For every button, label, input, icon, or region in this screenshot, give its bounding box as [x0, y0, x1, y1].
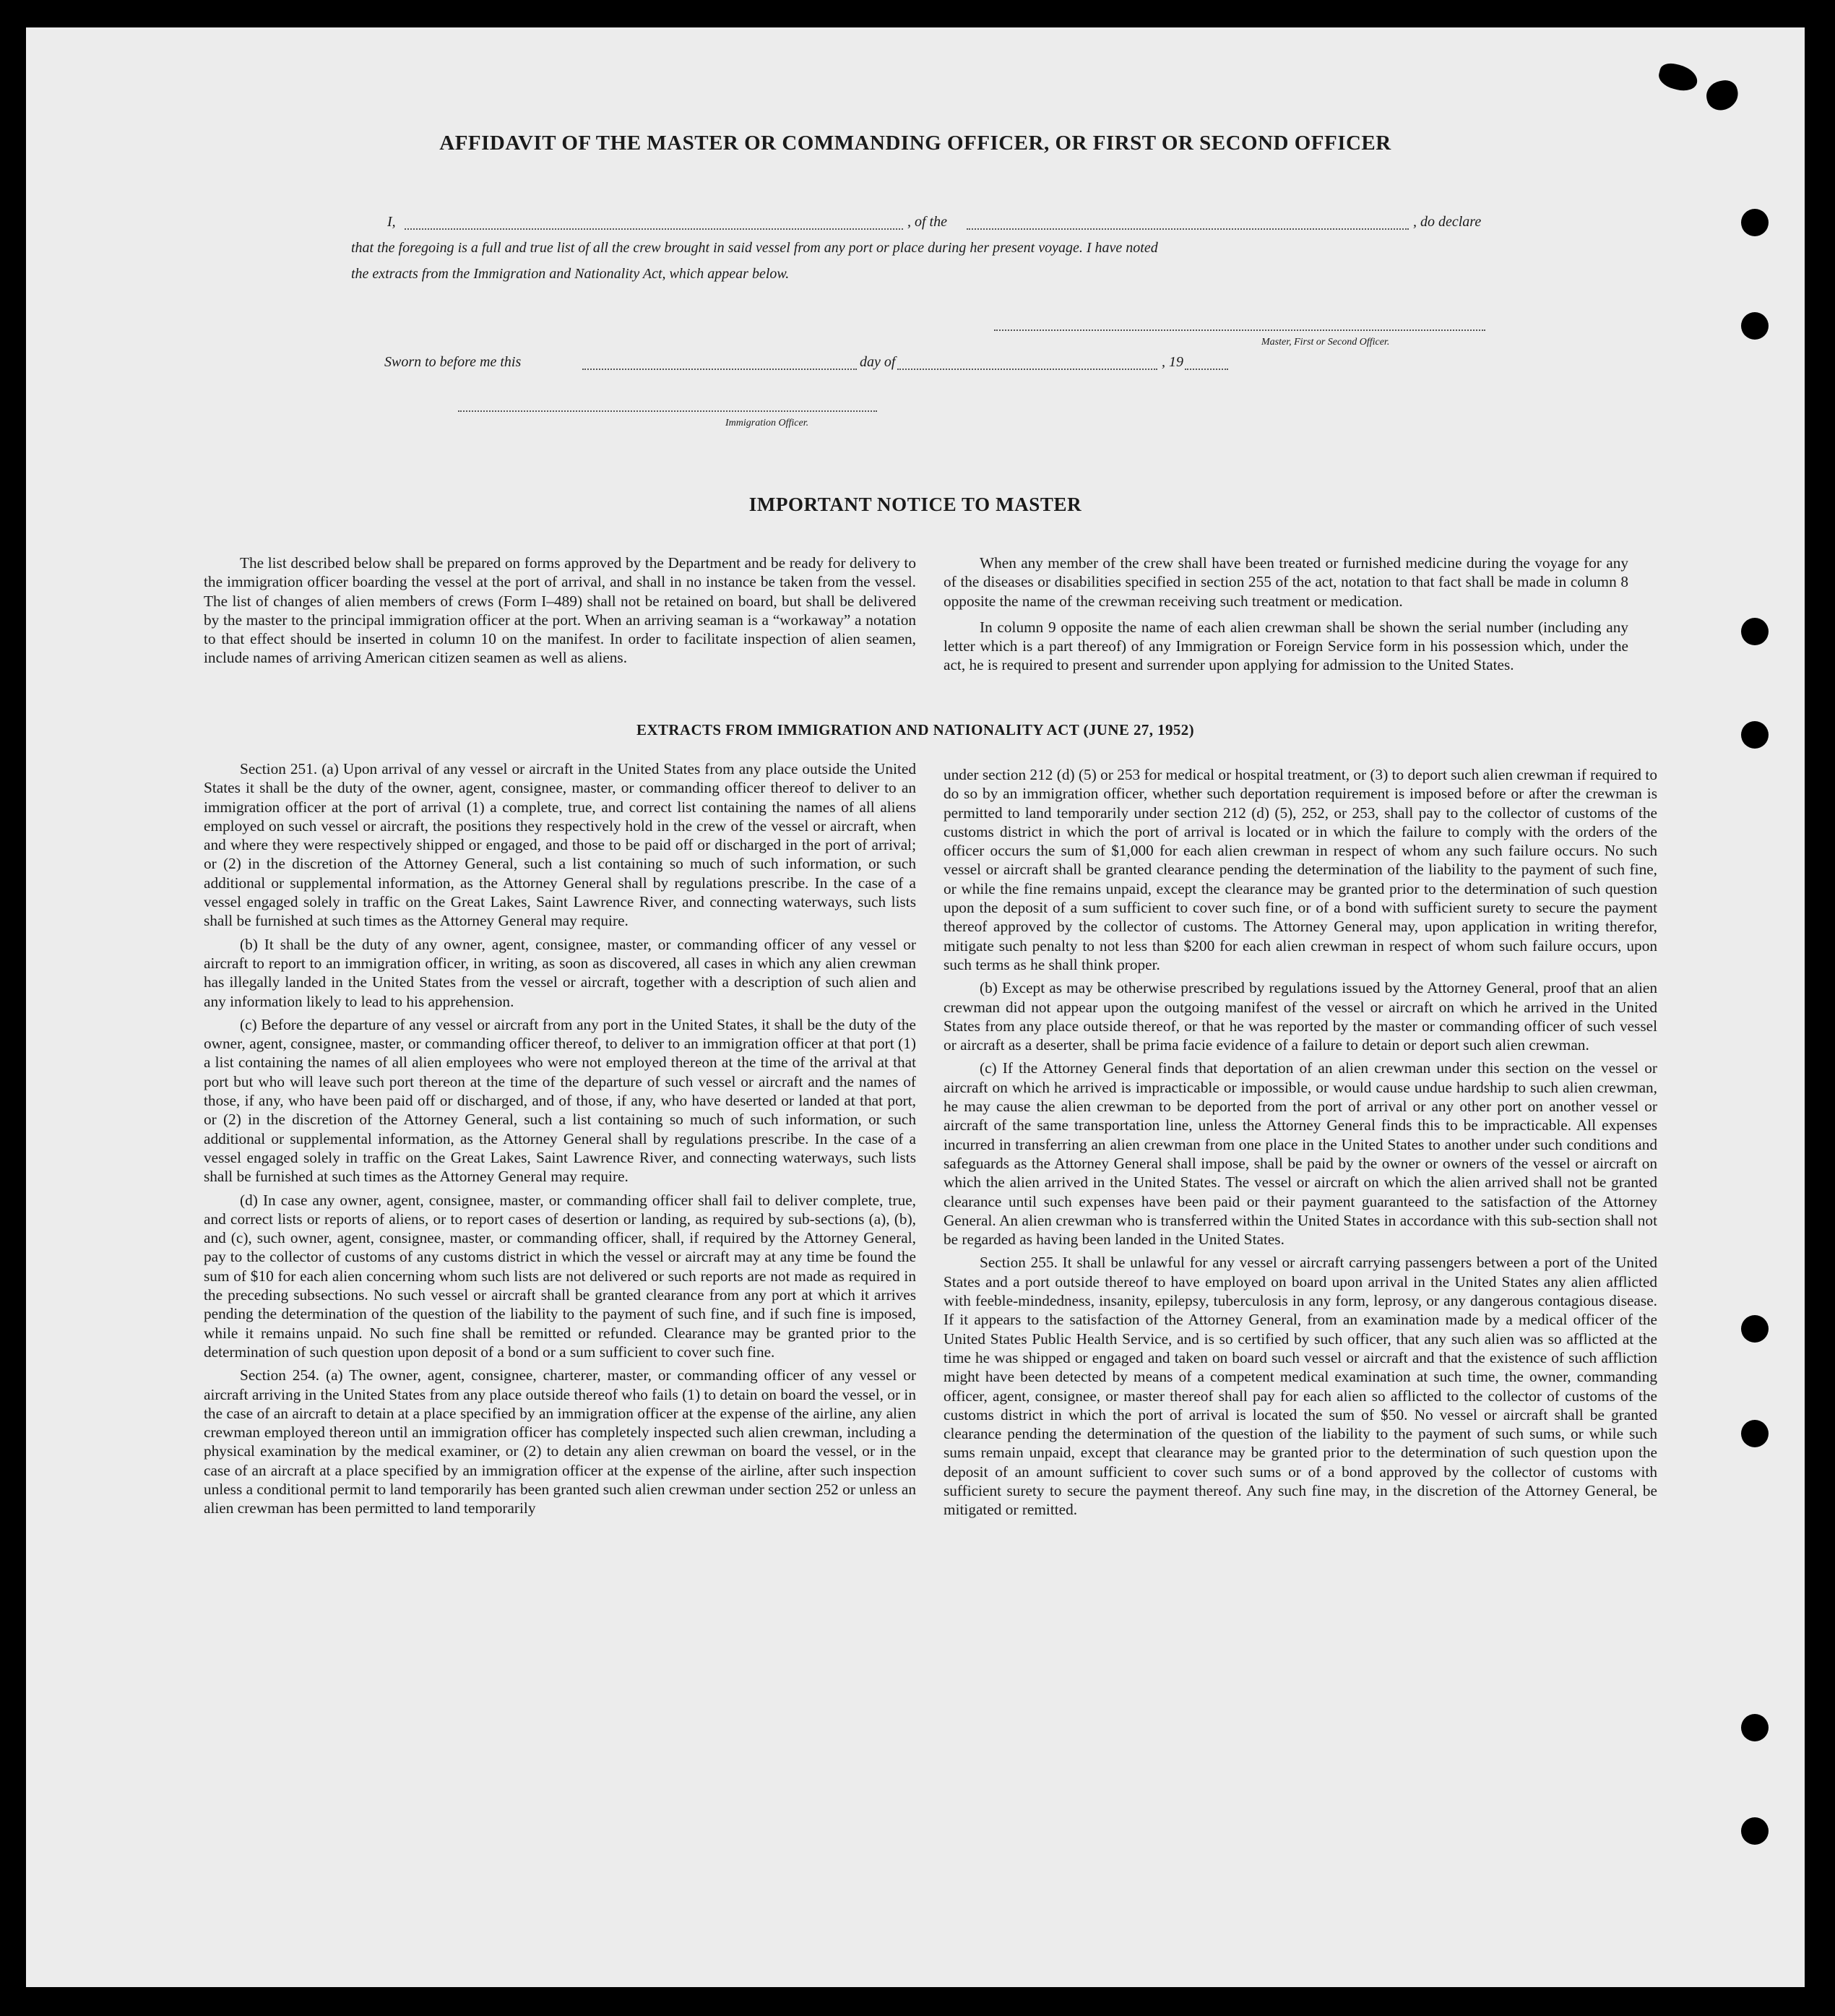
- section-254-a: Section 254. (a) The owner, agent, consignee, charterer, master, or commanding officer of any vessel or aircraft arriving in the United States from any place outside thereof who fails (1) to detain on board the vessel, or in the case of an aircraft to detain at a place specified by an immigration officer at the expense of the airline, any alien crewman employed thereon until an immigration officer has completely inspected such alien crewman, including a physical examination by the medical examiner, or (2) to detain any alien crewman on board the vessel, or in the case of an aircraft at a place specified by an immigration officer at the expense of the airline, after such inspection unless a conditional permit to land temporarily has been granted such alien crewman under section 252 or unless an alien crewman has been permitted to land temporarily: [204, 1366, 916, 1517]
- vessel-of-label: , of the: [907, 214, 947, 230]
- declaration-line-2: that the foregoing is a full and true list of all the crew brought in said vessel from any port or place during her present voyage. I have noted: [351, 240, 1158, 256]
- notice-paragraph-3: In column 9 opposite the name of each alien crewman shall be shown the serial number (including any letter which is a part thereof) of any Immigration or Foreign Service form in his possession which, under the act, he is required to present and surrender upon applying for admission to the United States.: [944, 618, 1628, 674]
- punch-hole: [1741, 1714, 1769, 1741]
- section-254-c: (c) If the Attorney General finds that deportation of an alien crewman under this section on the vessel or aircraft on which he arrived is impracticable or impossible, or would cause undue hardship to such alien crewman, he may cause the alien crewman to be deported from the port of arrival or any other port on another vessel or aircraft of the same transportation line, unless the Attorney General finds this to be impracticable. All expenses incurred in transferring an alien crewman from one place in the United States to another under such conditions and safeguards as the Attorney General shall impose, shall be paid by the owner or owners of the vessel or aircraft on which the alien arrived in the United States. The vessel or aircraft on which the alien arrived shall not be granted clearance until such expenses have been paid or their payment guaranteed to the satisfaction of the Attorney General. An alien crewman who is transferred within the United States in accordance with this sub-section shall not be regarded as having been landed in the United States.: [944, 1059, 1657, 1249]
- section-254-a-continued: under section 212 (d) (5) or 253 for medical or hospital treatment, or (3) to deport such alien crewman if required to do so by an immigration officer, whether such deportation requirement is imposed before or after the crewman is permitted to land temporarily under section 212 (d) (5), 252, or 253, shall pay to the collector of customs of the customs district in which the port of arrival is located or in which the failure to comply with the orders of the officer occurs the sum of $1,000 for each alien crewman in respect of whom any such failure occurs. No such vessel or aircraft shall be granted clearance pending the determination of the liability to the payment of such fine, or while the fine remains unpaid, except the clearance may be granted prior to the determination of such question upon the deposit of a sum sufficient to cover such fine, or of a bond with sufficient surety to secure the payment thereof approved by the collector of customs. The Attorney General may, upon application in writing therefor, mitigate such penalty to not less than $200 for each alien crewman in respect of whom such failure occurs, upon such terms as he shall think proper.: [944, 766, 1657, 973]
- extracts-left-column: [204, 759, 916, 1518]
- punch-hole: [1741, 1315, 1769, 1343]
- notice-left-column: [204, 553, 916, 668]
- form-page: [26, 27, 1805, 1987]
- day-of-label: day of: [860, 354, 896, 370]
- extracts-right-column: [944, 765, 1657, 1520]
- section-251-c: (c) Before the departure of any vessel or aircraft from any port in the United States, it shall be the duty of the owner, agent, consignee, master, or commanding officer thereof, to deliver to an immigration officer at that port (1) a list containing the names of all alien employees who were not employed thereon at the time of the arrival at that port but who will leave such port thereon at the time of the departure of such vessel or aircraft and the names of those, if any, who have been paid off or discharged, and of those, if any, who have deserted or landed at that port, or (2) in the discretion of the Attorney General, such a list containing so much of such information, or such additional or supplemental information, as the Attorney General shall by regulations prescribe. In the case of a vessel engaged solely in traffic on the Great Lakes, Saint Lawrence River, and connecting waterways, such lists shall be furnished at such times as the Attorney General may require.: [204, 1015, 916, 1186]
- punch-hole: [1741, 209, 1769, 236]
- declarant-prefix: I,: [387, 214, 396, 230]
- section-251-d: (d) In case any owner, agent, consignee, master, or commanding officer shall fail to deliver complete, true, and correct lists or reports of aliens, or to report cases of desertion or landing, as required by sub-sections (a), (b), and (c), such owner, agent, consignee, master, or commanding officer, shall, if required by the Attorney General, pay to the collector of customs of any customs district in which the vessel or aircraft may at any time be found the sum of $10 for each alien concerning whom such lists are not delivered or such reports are not made as required in the preceding subsections. No such vessel or aircraft shall be granted clearance from any port at which it arrives pending the determination of the question of the liability to the payment of such fine, and if such fine is imposed, while it remains unpaid. No such fine shall be remitted or refunded. Clearance may be granted prior to the determination of such question upon deposit of a bond or a sum sufficient to cover such fine.: [204, 1191, 916, 1361]
- punch-hole: [1741, 1817, 1769, 1845]
- ink-blot: [1704, 78, 1740, 113]
- officer-signature-field[interactable]: [458, 410, 877, 412]
- notice-right-column: [944, 553, 1628, 675]
- section-251-a: Section 251. (a) Upon arrival of any vessel or aircraft in the United States from any place outside the United States it shall be the duty of the owner, agent, consignee, master, or commanding officer thereof to deliver to an immigration officer at the port of arrival (1) a complete, true, and correct list containing the names of all aliens employed on such vessel or aircraft, the positions they respectively hold in the crew of the vessel or aircraft, when and where they were respectively shipped or engaged, and those to be paid off or discharged in the port of arrival; or (2) in the discretion of the Attorney General, such a list containing so much of such information, or such additional or supplemental information, as the Attorney General shall by regulations prescribe. In the case of a vessel engaged solely in traffic on the Great Lakes, Saint Lawrence River, and connecting waterways, such lists shall be furnished at such times as the Attorney General may require.: [204, 760, 916, 930]
- sworn-label: Sworn to before me this: [384, 354, 522, 370]
- sworn-day-field[interactable]: [582, 369, 857, 370]
- punch-hole: [1741, 721, 1769, 749]
- master-signature-field[interactable]: [994, 329, 1485, 331]
- punch-hole: [1741, 312, 1769, 340]
- affidavit-heading: AFFIDAVIT OF THE MASTER OR COMMANDING OFFICER, OR FIRST OR SECOND OFFICER: [439, 132, 1391, 155]
- vessel-name-field[interactable]: [967, 228, 1409, 230]
- master-signature-caption: Master, First or Second Officer.: [1261, 337, 1390, 348]
- section-254-b: (b) Except as may be otherwise prescribed by regulations issued by the Attorney General, proof that an alien crewman did not appear upon the outgoing manifest of the vessel or aircraft on which he arrived in the United States from any place outside thereof, or that he was reported by the master or commanding officer of such vessel or aircraft as a deserter, shall be prima facie evidence of a failure to detain or deport such alien crewman.: [944, 979, 1657, 1054]
- sworn-year-field[interactable]: [1185, 369, 1228, 370]
- section-255: Section 255. It shall be unlawful for any vessel or aircraft carrying passengers between a port of the United States and a port outside thereof to have employed on board upon arrival in the United States any alien afflicted with feeble-mindedness, insanity, epilepsy, tuberculosis in any form, leprosy, or any dangerous contagious disease. If it appears to the satisfaction of the Attorney General, from an examination made by a medical officer of the United States Public Health Service, and is so certified by such officer, that any such alien was so afflicted at the time he was shipped or engaged and taken on board such vessel or aircraft and that the existence of such affliction might have been detected by means of a competent medical examination at such time, the owner, commanding officer, agent, consignee, or master thereof shall pay for each alien so afflicted to the collector of customs of the customs district in which the port of arrival is located the sum of $50. No vessel or aircraft shall be granted clearance pending the determination of the question of the liability to the payment of such sums, or while such sums remain unpaid, except that clearance may be granted prior to the determination of such question upon the deposit of an amount sufficient to cover such sums or of a bond approved by the collector of customs with sufficient surety to secure the payment thereof. Any such fine may, in the discretion of the Attorney General, be mitigated or remitted.: [944, 1254, 1657, 1519]
- sworn-month-field[interactable]: [897, 369, 1157, 370]
- notice-paragraph-1: The list described below shall be prepared on forms approved by the Department and be ready for delivery to the immigration officer boarding the vessel at the port of arrival, and shall in no instance be taken from the vessel. The list of changes of alien members of crews (Form I–489) shall not be retained on board, but shall be delivered by the master to the principal immigration officer at the port. When an arriving seaman is a “workaway” a notation to that effect should be inserted in column 10 on the manifest. In order to facilitate inspection of alien seamen, include names of arriving American citizen seamen as well as aliens.: [204, 554, 916, 667]
- declare-label: , do declare: [1413, 214, 1482, 230]
- declarant-name-field[interactable]: [405, 228, 903, 230]
- section-251-b: (b) It shall be the duty of any owner, agent, consignee, master, or commanding officer of any vessel or aircraft to report to an immigration officer, in writing, as soon as discovered, all cases in which any alien crewman has illegally landed in the United States from the vessel or aircraft, together with a description of such alien and any information likely to lead to his apprehension.: [204, 935, 916, 1010]
- punch-hole: [1741, 1420, 1769, 1447]
- officer-signature-caption: Immigration Officer.: [725, 418, 809, 428]
- notice-heading: IMPORTANT NOTICE TO MASTER: [748, 494, 1082, 515]
- year-label: , 19: [1162, 354, 1183, 370]
- punch-hole: [1741, 618, 1769, 645]
- declaration-line-3: the extracts from the Immigration and Nationality Act, which appear below.: [351, 266, 790, 282]
- notice-paragraph-2: When any member of the crew shall have been treated or furnished medicine during the voyage for any of the diseases or disabilities specified in section 255 of the act, notation to that fact shall be made in column 8 opposite the name of the crewman receiving such treatment or medication.: [944, 554, 1628, 610]
- ink-blot: [1657, 61, 1701, 94]
- extracts-heading: EXTRACTS FROM IMMIGRATION AND NATIONALITY ACT (JUNE 27, 1952): [636, 721, 1195, 738]
